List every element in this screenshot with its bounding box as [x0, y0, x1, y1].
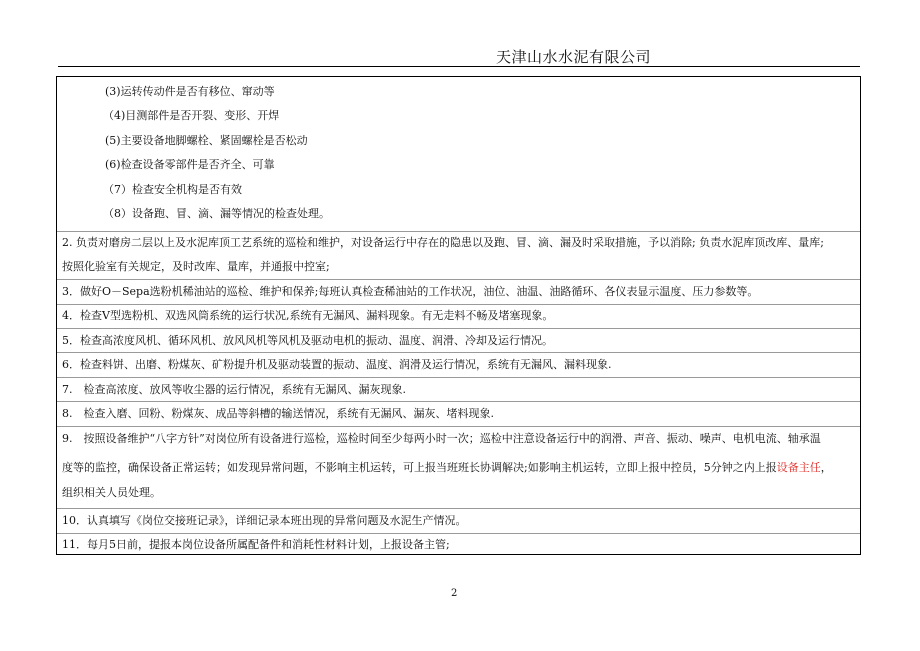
- row-divider: [57, 328, 860, 329]
- list-item: 组织相关人员处理。: [62, 486, 161, 499]
- list-item: (3)运转传动件是否有移位、窜动等: [105, 85, 275, 98]
- list-item: 10．认真填写《岗位交接班记录》，详细记录本班出现的异常问题及水泥生产情况。: [62, 514, 467, 527]
- list-item: 6．检查料饼、出磨、粉煤灰、矿粉提升机及驱动装置的振动、温度、润滑及运行情况，系统有无漏风、漏料现象.: [62, 358, 612, 371]
- row-divider: [57, 401, 860, 402]
- company-name: 天津山水水泥有限公司: [496, 48, 652, 66]
- list-item: （7）检查安全机构是否有效: [103, 183, 242, 196]
- list-item: (6)检查设备零部件是否齐全、可靠: [105, 158, 275, 171]
- list-item: 3．做好O－Sepa选粉机稀油站的巡检、维护和保养;每班认真检查稀油站的工作状况，油位、油温、油路循环、各仪表显示温度、压力参数等。: [62, 285, 759, 298]
- list-item: （8）设备跑、冒、滴、漏等情况的检查处理。: [103, 207, 330, 220]
- list-item: 11．每月5日前，提报本岗位设备所属配备件和消耗性材料计划，上报设备主管;: [62, 538, 450, 551]
- highlight-text: 设备主任: [776, 461, 821, 474]
- highlight-tail: ，: [820, 461, 832, 474]
- list-item: 2. 负责对磨房二层以上及水泥库顶工艺系统的巡检和维护，对设备运行中存在的隐患以及跑、冒、滴、漏及时采取措施，予以消除; 负责水泥库顶改库、量库;: [62, 236, 824, 249]
- page-number: 2: [451, 588, 458, 599]
- list-item: 7. 检查高浓度、放风等收尘器的运行情况，系统有无漏风、漏灰现象.: [62, 383, 406, 396]
- header-rule: [58, 66, 860, 67]
- row-divider: [57, 231, 860, 232]
- row-divider: [57, 352, 860, 353]
- row-divider: [57, 304, 860, 305]
- list-item: [62, 461, 832, 475]
- row-divider: [57, 508, 860, 509]
- row-divider: [57, 426, 860, 427]
- list-item-text: 度等的监控，确保设备正常运转；如发现异常问题，不影响主机运转，可上报当班班长协调解决;如影响主机运转，立即上报中控员，5分钟之内上报: [62, 461, 777, 474]
- list-item: 9. 按照设备维护“八字方针”对岗位所有设备进行巡检，巡检时间至少每两小时一次；巡检中注意设备运行中的润滑、声音、振动、噪声、电机电流、轴承温: [62, 432, 821, 445]
- row-divider: [57, 377, 860, 378]
- list-item: 按照化验室有关规定，及时改库、量库，并通报中控室;: [62, 260, 330, 273]
- list-item: （4)目测部件是否开裂、变形、开焊: [103, 109, 280, 122]
- row-divider: [57, 279, 860, 280]
- list-item: 8. 检查入磨、回粉、粉煤灰、成品等斜槽的输送情况，系统有无漏风、漏灰、堵料现象.: [62, 407, 494, 420]
- list-item: (5)主要设备地脚螺栓、紧固螺栓是否松动: [105, 134, 308, 147]
- list-item: 5．检查高浓度风机、循环风机、放风风机等风机及驱动电机的振动、温度、润滑、冷却及运行情况。: [62, 334, 553, 347]
- row-divider: [57, 533, 860, 534]
- list-item: 4．检查V型选粉机、双选风筒系统的运行状况,系统有无漏风、漏料现象。有无走料不畅及堵塞现象。: [62, 309, 554, 322]
